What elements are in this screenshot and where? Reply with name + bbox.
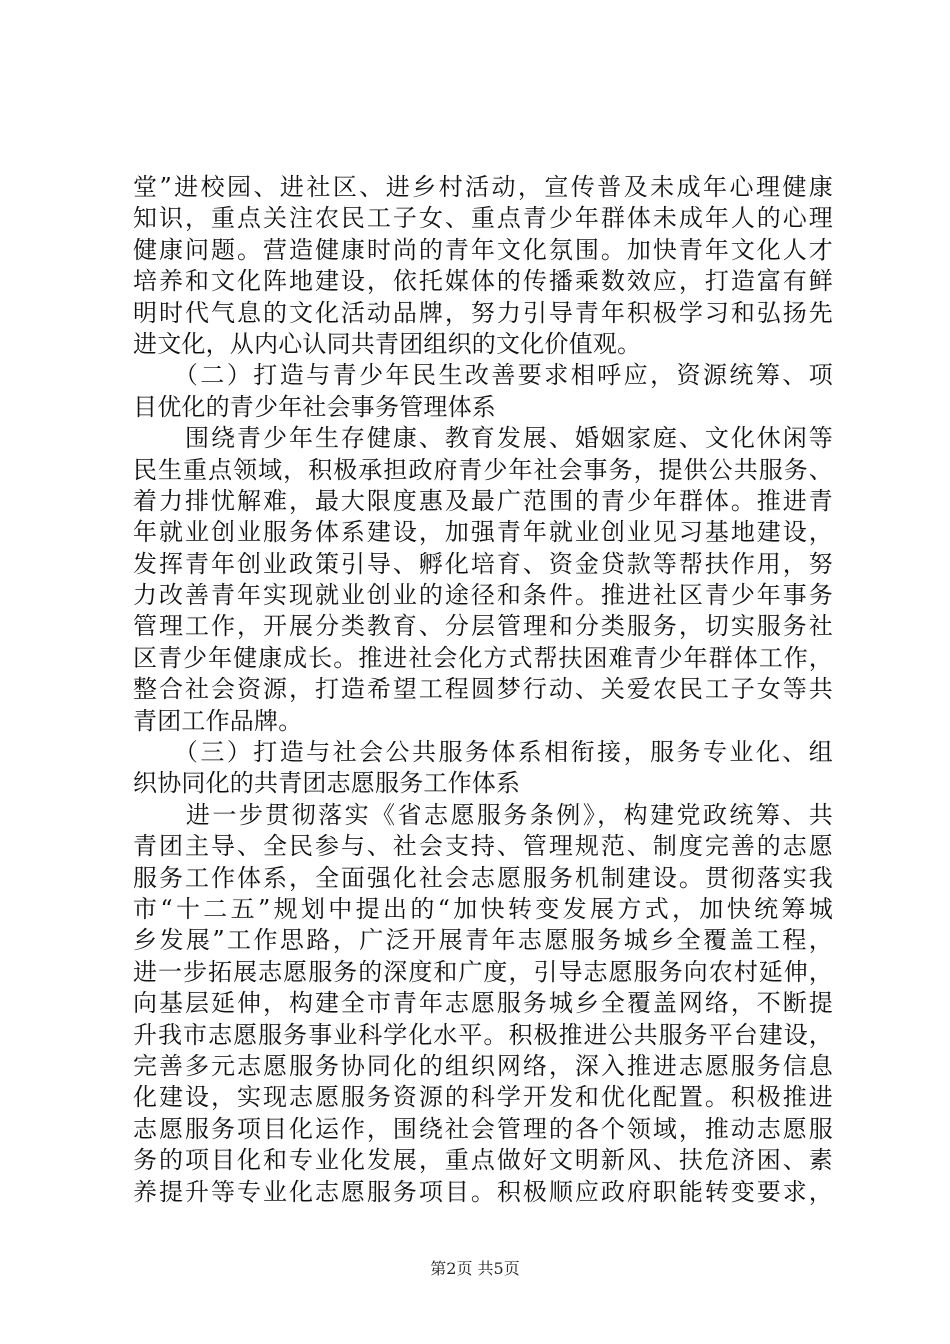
text-line: 进文化，从内心认同共青团组织的文化价值观。 xyxy=(133,329,642,358)
text-line: 力改善青年实现就业创业的途径和条件。推进社区青少年事务 xyxy=(133,581,833,610)
text-line: 目优化的青少年社会事务管理体系 xyxy=(133,392,496,421)
text-line: 健康问题。营造健康时尚的青年文化氛围。加快青年文化人才 xyxy=(133,235,833,264)
text-line: 务的项目化和专业化发展，重点做好文明新风、扶危济困、素 xyxy=(133,1146,833,1175)
text-line: 堂”进校园、进社区、进乡村活动，宣传普及未成年心理健康 xyxy=(133,173,833,201)
text-line: 志愿服务项目化运作，围绕社会管理的各个领域，推动志愿服 xyxy=(133,1114,833,1143)
text-line: 整合社会资源，打造希望工程圆梦行动、关爱农民工子女等共 xyxy=(133,675,833,704)
text-line: 管理工作，开展分类教育、分层管理和分类服务，切实服务社 xyxy=(133,612,833,641)
page-footer: 第2页 共5页 xyxy=(430,1259,520,1278)
text-line: 青团主导、全民参与、社会支持、管理规范、制度完善的志愿 xyxy=(133,832,833,861)
text-line: 着力排忧解难，最大限度惠及最广范围的青少年群体。推进青 xyxy=(133,486,833,515)
text-line: 服务工作体系，全面强化社会志愿服务机制建设。贯彻落实我 xyxy=(133,863,833,892)
text-line: 进一步贯彻落实《省志愿服务条例》，构建党政统筹、共 xyxy=(133,800,833,829)
text-line: （三）打造与社会公共服务体系相衔接，服务专业化、组 xyxy=(133,738,833,767)
text-line: 升我市志愿服务事业科学化水平。积极推进公共服务平台建设， xyxy=(133,1020,833,1049)
text-line: 向基层延伸，构建全市青年志愿服务城乡全覆盖网络，不断提 xyxy=(133,989,833,1018)
text-line: 民生重点领域，积极承担政府青少年社会事务，提供公共服务、 xyxy=(133,455,833,484)
text-line: 完善多元志愿服务协同化的组织网络，深入推进志愿服务信息 xyxy=(133,1051,833,1080)
text-line: 发挥青年创业政策引导、孵化培育、资金贷款等帮扶作用，努 xyxy=(133,549,833,578)
text-line: 培养和文化阵地建设，依托媒体的传播乘数效应，打造富有鲜 xyxy=(133,267,833,296)
text-line: 年就业创业服务体系建设，加强青年就业创业见习基地建设， xyxy=(133,518,833,547)
text-line: 进一步拓展志愿服务的深度和广度，引导志愿服务向农村延伸， xyxy=(133,957,833,986)
text-line: 明时代气息的文化活动品牌，努力引导青年积极学习和弘扬先 xyxy=(133,298,833,327)
text-line: 区青少年健康成长。推进社会化方式帮扶困难青少年群体工作， xyxy=(133,643,833,672)
text-line: 化建设，实现志愿服务资源的科学开发和优化配置。积极推进 xyxy=(133,1083,833,1112)
text-line: 市“十二五”规划中提出的“加快转变发展方式，加快统筹城 xyxy=(133,894,833,923)
text-line: 青团工作品牌。 xyxy=(133,706,303,735)
text-line: 围绕青少年生存健康、教育发展、婚姻家庭、文化休闲等 xyxy=(133,424,833,453)
text-line: 织协同化的共青团志愿服务工作体系 xyxy=(133,769,521,798)
text-line: 乡发展”工作思路，广泛开展青年志愿服务城乡全覆盖工程， xyxy=(133,926,833,955)
text-line: 知识，重点关注农民工子女、重点青少年群体未成年人的心理 xyxy=(133,204,833,233)
text-line: 养提升等专业化志愿服务项目。积极顺应政府职能转变要求， xyxy=(133,1177,833,1206)
document-body xyxy=(133,172,833,1208)
text-line: （二）打造与青少年民生改善要求相呼应，资源统筹、项 xyxy=(133,361,833,390)
